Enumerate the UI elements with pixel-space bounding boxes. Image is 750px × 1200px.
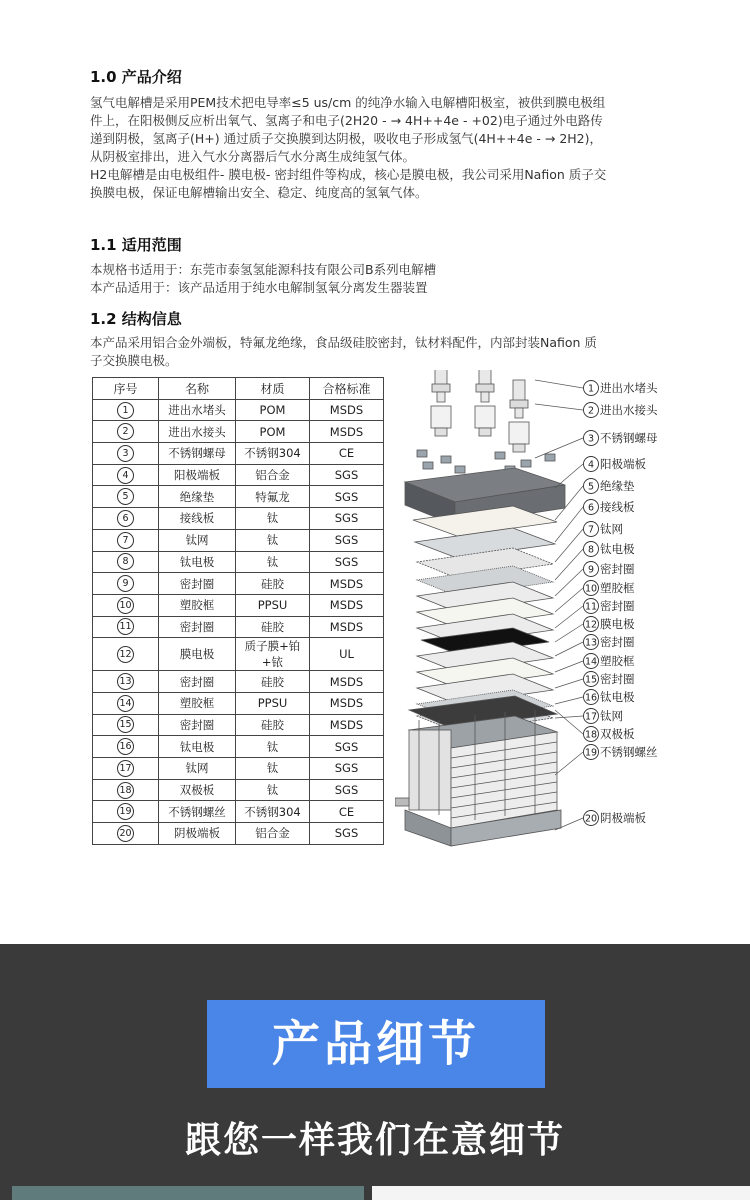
material-cell: POM: [236, 399, 310, 421]
label-number: 20: [584, 813, 598, 825]
label-number: 13: [584, 637, 598, 649]
standard-cell: SGS: [310, 529, 384, 551]
scope-line-2: 本产品适用于：该产品适用于纯水电解制氢氧分离发生器装置: [90, 280, 428, 295]
material-cell: PPSU: [236, 594, 310, 616]
material-cell: PPSU: [236, 692, 310, 714]
leader-line: [535, 404, 583, 410]
name-cell: 接线板: [159, 508, 236, 530]
label-text: 不锈钢螺母: [600, 431, 658, 445]
label-text: 绝缘垫: [600, 479, 635, 493]
row-number-cell: [93, 551, 159, 573]
standard-cell: MSDS: [310, 671, 384, 693]
table-row: [93, 443, 384, 465]
label-text: 钛网: [600, 522, 623, 536]
nut-group: [417, 450, 555, 473]
row-number-cell: [93, 594, 159, 616]
row-number: 1: [117, 402, 134, 419]
table-row: [93, 399, 384, 421]
scope-line-1: 本规格书适用于：东莞市泰氢氢能源科技有限公司B系列电解槽: [90, 262, 437, 277]
table-row: [93, 638, 384, 671]
spec-table: [92, 377, 384, 845]
table-header: 合格标准: [310, 378, 384, 400]
label-number: 16: [584, 692, 598, 704]
table-row: [93, 573, 384, 595]
name-cell: 双极板: [159, 779, 236, 801]
label-text: 密封圈: [600, 672, 635, 686]
name-cell: 塑胶框: [159, 594, 236, 616]
table-header-row: [93, 378, 384, 400]
row-number: 6: [117, 510, 134, 527]
material-cell: 钛: [236, 508, 310, 530]
row-number-cell: [93, 464, 159, 486]
name-cell: 进出水接头: [159, 421, 236, 443]
table-body: [93, 399, 384, 844]
material-cell: 钛: [236, 779, 310, 801]
row-number-cell: [93, 801, 159, 823]
standard-cell: SGS: [310, 758, 384, 780]
material-cell: 硅胶: [236, 573, 310, 595]
label-number: 10: [584, 583, 598, 595]
name-cell: 不锈钢螺丝: [159, 801, 236, 823]
table-row: [93, 594, 384, 616]
row-number-cell: [93, 638, 159, 671]
material-cell: 特氟龙: [236, 486, 310, 508]
standard-cell: MSDS: [310, 714, 384, 736]
label-text: 钛电极: [600, 690, 635, 704]
label-number: 9: [587, 564, 595, 576]
row-number: 10: [117, 597, 134, 614]
standard-cell: MSDS: [310, 692, 384, 714]
material-cell: 铝合金: [236, 823, 310, 845]
label-text: 膜电极: [600, 617, 635, 631]
product-photo-right: [372, 1186, 750, 1200]
diagram-art: [395, 370, 565, 846]
label-text: 进出水接头: [600, 403, 658, 417]
row-number: 12: [117, 646, 134, 663]
standard-cell: CE: [310, 801, 384, 823]
name-cell: 密封圈: [159, 573, 236, 595]
label-number: 11: [584, 601, 598, 613]
label-text: 密封圈: [600, 635, 635, 649]
leader-line: [555, 642, 583, 656]
leader-line: [555, 710, 583, 734]
label-number: 7: [587, 524, 595, 536]
row-number-cell: [93, 399, 159, 421]
name-cell: 钛电极: [159, 736, 236, 758]
standard-cell: UL: [310, 638, 384, 671]
table-row: [93, 616, 384, 638]
row-number: 18: [117, 782, 134, 799]
intro-paragraph-1: 氢气电解槽是采用PEM技术把电导率≤5 us/cm 的纯净水输入电解槽阳极室，被供到膜电极组件上，在阳极侧反应析出氧气、氢离子和电子(2H20 - → 4H++4e - +02)电子通过外电路传递到阴极，氢离子(H+) 通过质子交换膜到达阴极，吸收电子形成氢气(4H++4e - → 2H2)，从阴极室排出，进入气水分离器后气水分离生成纯氢气体。: [90, 95, 606, 164]
row-number-cell: [93, 616, 159, 638]
table-row: [93, 508, 384, 530]
standard-cell: SGS: [310, 736, 384, 758]
leader-line: [555, 679, 583, 688]
leader-line: [555, 606, 583, 628]
standard-cell: SGS: [310, 508, 384, 530]
name-cell: 钛网: [159, 758, 236, 780]
label-number: 19: [584, 747, 598, 759]
row-number: 11: [117, 618, 134, 635]
leader-line: [555, 624, 583, 642]
table-row: [93, 779, 384, 801]
material-cell: 不锈钢304: [236, 801, 310, 823]
label-text: 阳极端板: [600, 457, 646, 471]
row-number: 20: [117, 825, 134, 842]
product-photo-left: [12, 1186, 364, 1200]
name-cell: 阳极端板: [159, 464, 236, 486]
row-number: 13: [117, 673, 134, 690]
table-row: [93, 823, 384, 845]
leader-line: [555, 529, 583, 562]
row-number: 5: [117, 488, 134, 505]
material-cell: 质子膜+铂+铱: [236, 638, 310, 671]
table-row: [93, 714, 384, 736]
table-header: 序号: [93, 378, 159, 400]
standard-cell: MSDS: [310, 594, 384, 616]
label-text: 钛电极: [600, 542, 635, 556]
name-cell: 阴极端板: [159, 823, 236, 845]
structure-text: 本产品采用铝合金外端板，特氟龙绝缘，食品级硅胶密封，钛材料配件，内部封装Nafion 质子交换膜电极。: [90, 335, 597, 368]
label-number: 18: [584, 729, 598, 741]
label-text: 不锈钢螺丝: [600, 745, 658, 759]
material-cell: 铝合金: [236, 464, 310, 486]
banner-title: 产品细节: [207, 1000, 545, 1088]
standard-cell: CE: [310, 443, 384, 465]
standard-cell: MSDS: [310, 421, 384, 443]
leader-line: [555, 549, 583, 580]
label-text: 钛网: [600, 709, 623, 723]
leader-line: [555, 464, 583, 488]
leader-line: [535, 438, 583, 458]
leader-line: [555, 716, 583, 718]
intro-text: [90, 94, 610, 202]
standard-cell: MSDS: [310, 399, 384, 421]
label-text: 进出水堵头: [600, 381, 658, 395]
leader-line: [555, 752, 583, 775]
row-number: 8: [117, 553, 134, 570]
row-number-cell: [93, 573, 159, 595]
name-cell: 不锈钢螺母: [159, 443, 236, 465]
label-text: 塑胶框: [600, 581, 635, 595]
material-cell: 硅胶: [236, 616, 310, 638]
row-number: 2: [117, 423, 134, 440]
exploded-diagram: [395, 370, 750, 850]
label-number: 2: [587, 405, 595, 417]
material-cell: 钛: [236, 736, 310, 758]
table-header: 名称: [159, 378, 236, 400]
table-header: 材质: [236, 378, 310, 400]
intro-paragraph-2: H2电解槽是由电极组件- 膜电极- 密封组件等构成，核心是膜电极，我公司采用Nafion 质子交换膜电极，保证电解槽输出安全、稳定、纯度高的氢氧气体。: [90, 167, 607, 200]
row-number-cell: [93, 486, 159, 508]
row-number: 9: [117, 575, 134, 592]
name-cell: 塑胶框: [159, 692, 236, 714]
material-cell: 钛: [236, 551, 310, 573]
leader-line: [535, 380, 583, 388]
material-cell: 硅胶: [236, 671, 310, 693]
material-cell: POM: [236, 421, 310, 443]
material-cell: 硅胶: [236, 714, 310, 736]
scope-text: [90, 261, 610, 297]
standard-cell: SGS: [310, 779, 384, 801]
row-number-cell: [93, 671, 159, 693]
table-row: [93, 529, 384, 551]
standard-cell: SGS: [310, 464, 384, 486]
name-cell: 密封圈: [159, 616, 236, 638]
label-text: 阴极端板: [600, 811, 646, 825]
section-title-intro: 1.0 产品介绍: [90, 68, 182, 86]
standard-cell: SGS: [310, 486, 384, 508]
name-cell: 密封圈: [159, 671, 236, 693]
label-text: 塑胶框: [600, 654, 635, 668]
leader-line: [555, 661, 583, 672]
detail-banner: [0, 944, 750, 1200]
label-text: 双极板: [600, 727, 635, 741]
row-number: 3: [117, 445, 134, 462]
label-number: 17: [584, 711, 598, 723]
row-number: 7: [117, 532, 134, 549]
section-title-scope: 1.1 适用范围: [90, 236, 182, 254]
connector-group: [431, 406, 529, 452]
table-row: [93, 421, 384, 443]
standard-cell: SGS: [310, 823, 384, 845]
name-cell: 膜电极: [159, 638, 236, 671]
row-number-cell: [93, 779, 159, 801]
name-cell: 绝缘垫: [159, 486, 236, 508]
name-cell: 钛网: [159, 529, 236, 551]
label-number: 8: [587, 544, 595, 556]
row-number: 14: [117, 695, 134, 712]
row-number-cell: [93, 692, 159, 714]
standard-cell: MSDS: [310, 616, 384, 638]
row-number: 16: [117, 738, 134, 755]
material-cell: 钛: [236, 758, 310, 780]
layer-stack: [413, 506, 557, 732]
label-number: 15: [584, 674, 598, 686]
name-cell: 密封圈: [159, 714, 236, 736]
table-row: [93, 801, 384, 823]
leader-line: [555, 507, 583, 542]
material-cell: 钛: [236, 529, 310, 551]
label-text: 接线板: [600, 500, 635, 514]
label-number: 4: [587, 459, 595, 471]
row-number-cell: [93, 823, 159, 845]
section-title-structure: 1.2 结构信息: [90, 310, 182, 328]
label-number: 14: [584, 656, 598, 668]
table-row: [93, 736, 384, 758]
banner-subtitle: 跟您一样我们在意细节: [184, 1120, 565, 1161]
table-row: [93, 671, 384, 693]
row-number-cell: [93, 508, 159, 530]
row-number: 15: [117, 716, 134, 733]
standard-cell: MSDS: [310, 573, 384, 595]
row-number-cell: [93, 736, 159, 758]
row-number-cell: [93, 714, 159, 736]
label-number: 6: [587, 502, 595, 514]
row-number: 17: [117, 760, 134, 777]
table-row: [93, 464, 384, 486]
label-text: 密封圈: [600, 562, 635, 576]
row-number-cell: [93, 529, 159, 551]
row-number: 4: [117, 467, 134, 484]
table-row: [93, 692, 384, 714]
table-row: [93, 758, 384, 780]
standard-cell: SGS: [310, 551, 384, 573]
label-number: 12: [584, 619, 598, 631]
name-cell: 进出水堵头: [159, 399, 236, 421]
material-cell: 不锈钢304: [236, 443, 310, 465]
stack-block: [395, 710, 561, 846]
label-number: 5: [587, 481, 595, 493]
row-number-cell: [93, 443, 159, 465]
row-number-cell: [93, 421, 159, 443]
label-number: 3: [587, 433, 595, 445]
label-number: 1: [587, 383, 595, 395]
row-number: 19: [117, 803, 134, 820]
leader-line: [555, 697, 583, 704]
table-row: [93, 486, 384, 508]
table-row: [93, 551, 384, 573]
name-cell: 钛电极: [159, 551, 236, 573]
row-number-cell: [93, 758, 159, 780]
label-text: 密封圈: [600, 599, 635, 613]
